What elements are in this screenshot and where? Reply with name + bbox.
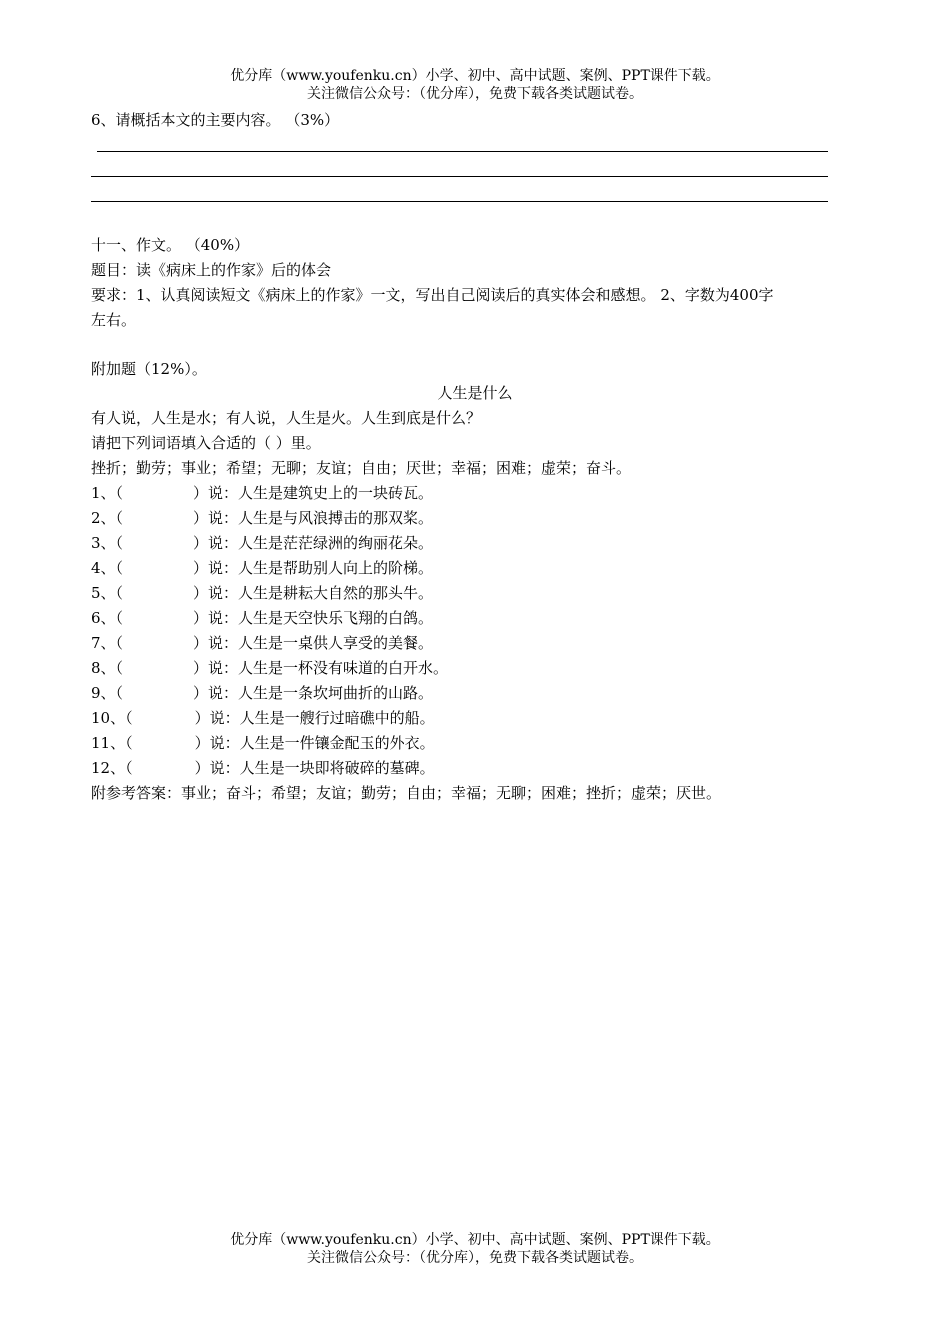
fill-item — [91, 608, 433, 628]
fill-item — [91, 558, 433, 578]
fill-item-text: ）说：人生是耕耘大自然的那头牛。 — [193, 584, 434, 602]
fill-item-number: 12、（ — [91, 759, 133, 777]
answer-line-2 — [91, 176, 828, 177]
footer-line-2: 关注微信公众号：（优分库），免费下载各类试题试卷。 — [307, 1250, 643, 1266]
extra-heading: 附加题（12%）。 — [91, 360, 207, 378]
composition-heading: 十一、作文。 （40%） — [91, 236, 250, 254]
fill-item-text: ）说：人生是一件镶金配玉的外衣。 — [194, 734, 435, 752]
footer-line-1: 优分库（www.youfenku.cn）小学、初中、高中试题、案例、PPT课件下载。 — [230, 1232, 720, 1248]
fill-item-number: 11、（ — [91, 734, 133, 752]
question-6-prompt: 6、请概括本文的主要内容。 （3%） — [91, 111, 340, 129]
fill-item — [91, 508, 433, 528]
fill-item-text: ）说：人生是建筑史上的一块砖瓦。 — [193, 484, 434, 502]
header-line-2: 关注微信公众号：（优分库），免费下载各类试题试卷。 — [307, 86, 643, 102]
fill-item — [91, 533, 433, 553]
fill-item-number: 3、（ — [91, 534, 124, 552]
fill-item-number: 7、（ — [91, 634, 124, 652]
composition-requirement-1: 要求：1、认真阅读短文《病床上的作家》一文，写出自己阅读后的真实体会和感想。 2、字数为400字 — [91, 286, 774, 304]
fill-item — [91, 708, 435, 728]
extra-intro: 有人说，人生是水；有人说，人生是火。人生到底是什么？ — [91, 409, 482, 427]
fill-item-number: 10、（ — [91, 709, 133, 727]
fill-item-text: ）说：人生是与风浪搏击的那双桨。 — [193, 509, 434, 527]
fill-item — [91, 758, 435, 778]
answer-line-3 — [91, 201, 828, 202]
fill-item-text: ）说：人生是天空快乐飞翔的白鸽。 — [193, 609, 434, 627]
fill-item-text: ）说：人生是一条坎坷曲折的山路。 — [193, 684, 434, 702]
fill-item-number: 1、（ — [91, 484, 124, 502]
fill-item — [91, 483, 433, 503]
extra-instruction: 请把下列词语填入合适的（ ）里。 — [91, 434, 321, 452]
composition-requirement-2: 左右。 — [91, 311, 137, 329]
extra-title: 人生是什么 — [437, 384, 513, 402]
composition-topic: 题目：读《病床上的作家》后的体会 — [91, 261, 332, 279]
fill-item — [91, 583, 433, 603]
fill-item — [91, 733, 435, 753]
fill-item — [91, 633, 433, 653]
fill-item — [91, 683, 433, 703]
fill-item-text: ）说：人生是茫茫绿洲的绚丽花朵。 — [193, 534, 434, 552]
fill-item-number: 8、（ — [91, 659, 124, 677]
fill-item-number: 4、（ — [91, 559, 124, 577]
fill-item-text: ）说：人生是一桌供人享受的美餐。 — [193, 634, 434, 652]
fill-item-text: ）说：人生是一杯没有味道的白开水。 — [193, 659, 449, 677]
fill-item-number: 6、（ — [91, 609, 124, 627]
fill-item-number: 9、（ — [91, 684, 124, 702]
fill-item-text: ）说：人生是一艘行过暗礁中的船。 — [194, 709, 435, 727]
reference-answer: 附参考答案：事业；奋斗；希望；友谊；勤劳；自由；幸福；无聊；困难；挫折；虚荣；厌世。 — [91, 784, 722, 802]
fill-item-number: 2、（ — [91, 509, 124, 527]
fill-item-text: ）说：人生是帮助别人向上的阶梯。 — [193, 559, 434, 577]
fill-item-number: 5、（ — [91, 584, 124, 602]
header-line-1: 优分库（www.youfenku.cn）小学、初中、高中试题、案例、PPT课件下载。 — [230, 68, 720, 84]
word-bank: 挫折；勤劳；事业；希望；无聊；友谊；自由；厌世；幸福；困难；虚荣；奋斗。 — [91, 459, 632, 477]
fill-item — [91, 658, 448, 678]
fill-item-text: ）说：人生是一块即将破碎的墓碑。 — [194, 759, 435, 777]
answer-line-1 — [97, 151, 828, 152]
